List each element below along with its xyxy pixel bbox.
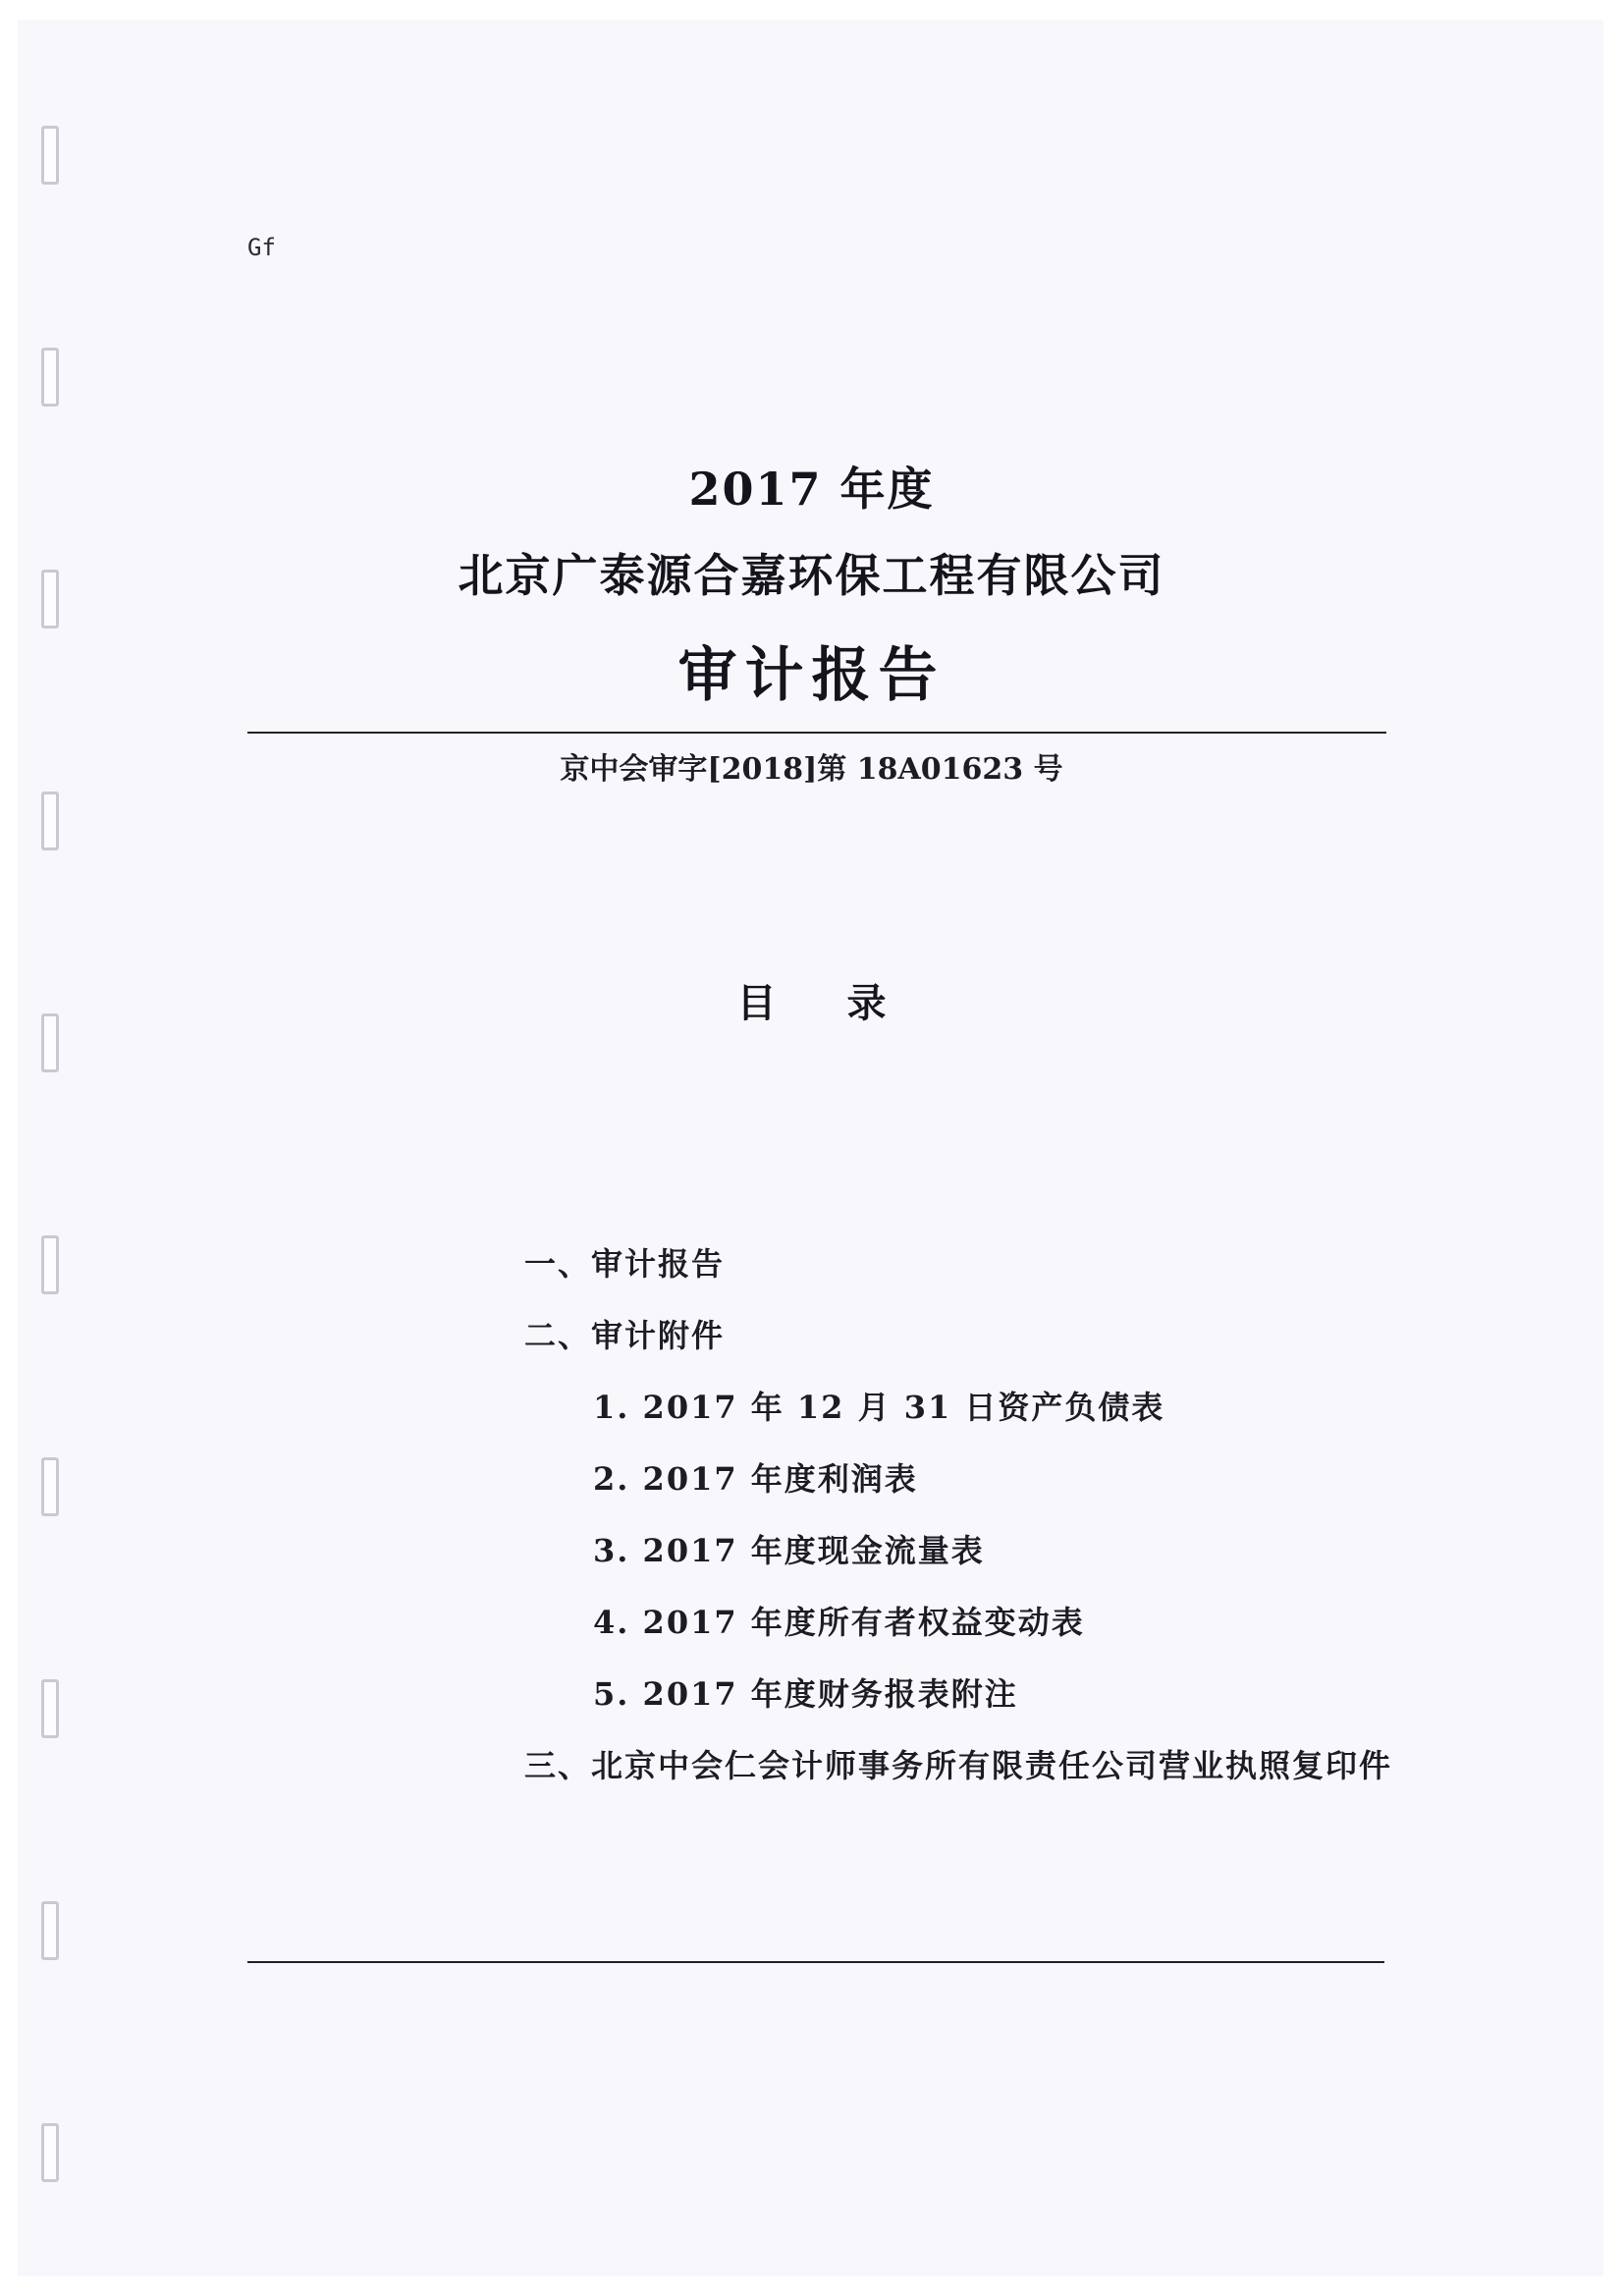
top-divider bbox=[247, 732, 1386, 734]
document-page bbox=[18, 20, 1603, 2276]
toc-item: 三、北京中会仁会计师事务所有限责任公司营业执照复印件 bbox=[524, 1747, 1393, 1784]
toc-item: 2. 2017 年度利润表 bbox=[593, 1460, 918, 1498]
report-year-title: 2017 年度 bbox=[688, 463, 935, 516]
report-number: 京中会审字[2018]第 18A01623 号 bbox=[560, 752, 1063, 787]
binder-hole bbox=[41, 2123, 59, 2182]
company-name-title: 北京广泰源合嘉环保工程有限公司 bbox=[458, 549, 1165, 602]
binder-hole bbox=[41, 348, 59, 407]
binder-hole bbox=[41, 1901, 59, 1960]
binder-hole bbox=[41, 1679, 59, 1738]
toc-item: 3. 2017 年度现金流量表 bbox=[593, 1532, 985, 1569]
binder-hole bbox=[41, 1235, 59, 1294]
binder-hole bbox=[41, 1457, 59, 1516]
toc-item: 一、审计报告 bbox=[524, 1245, 726, 1283]
bottom-divider bbox=[247, 1961, 1384, 1963]
toc-item: 5. 2017 年度财务报表附注 bbox=[593, 1675, 1018, 1713]
toc-item: 1. 2017 年 12 月 31 日资产负债表 bbox=[593, 1389, 1165, 1426]
report-title: 审计报告 bbox=[677, 641, 946, 710]
toc-item: 二、审计附件 bbox=[524, 1317, 726, 1354]
binder-hole bbox=[41, 792, 59, 850]
toc-item: 4. 2017 年度所有者权益变动表 bbox=[593, 1604, 1085, 1641]
binder-hole bbox=[41, 126, 59, 185]
corner-mark: Gf bbox=[247, 234, 276, 261]
toc-heading: 目录 bbox=[736, 980, 957, 1026]
